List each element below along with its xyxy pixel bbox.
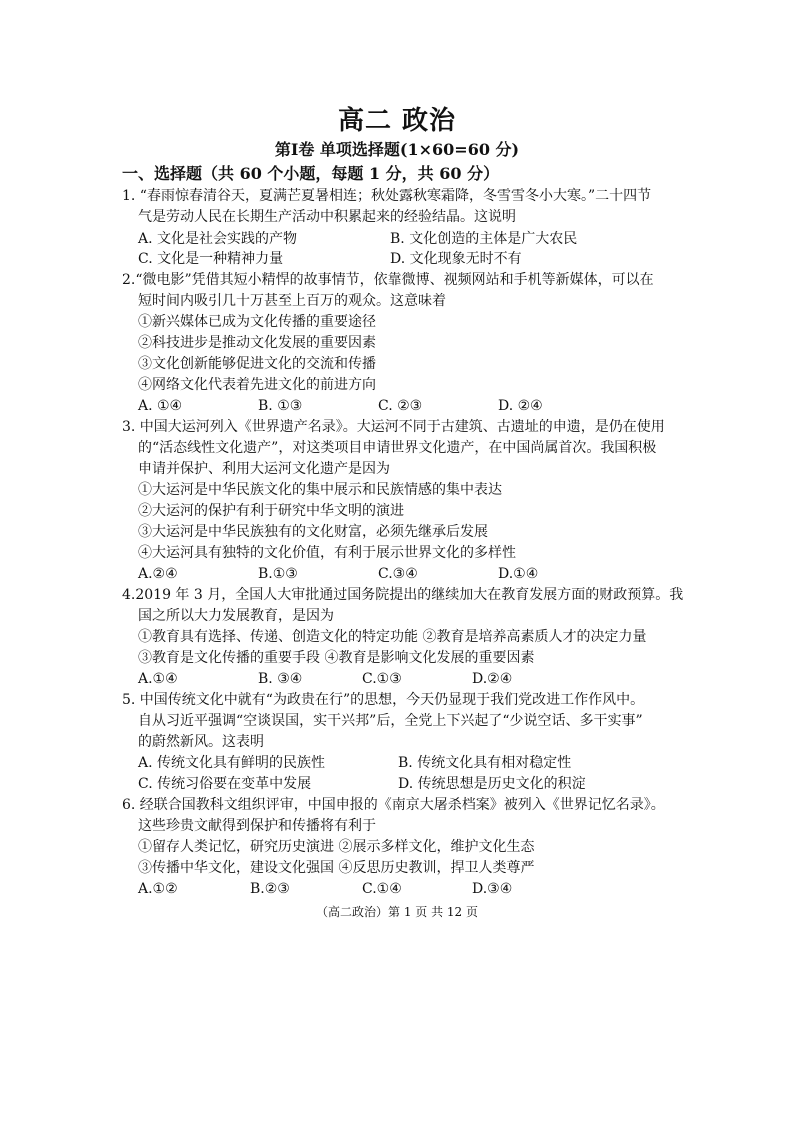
question-1-choice-b: B. 文化创造的主体是广大农民 <box>390 231 578 247</box>
question-3-choice-b: B.①③ <box>258 566 298 582</box>
question-3-choice-a: A.②④ <box>138 566 178 582</box>
question-4-choice-c: C.①③ <box>362 671 402 687</box>
section-heading: 一、选择题（共 60 个小题，每题 1 分，共 60 分） <box>122 164 500 183</box>
question-2-choice-a: A. ①④ <box>138 398 183 414</box>
question-3-statement: ①大运河是中华民族文化的集中展示和民族情感的集中表达 <box>138 482 502 498</box>
question-4-choice-a: A.①④ <box>138 671 178 687</box>
question-4-text: 国之所以大力发展教育，是因为 <box>138 608 334 624</box>
question-1-choice-c: C. 文化是一种精神力量 <box>138 251 284 267</box>
question-6-choice-c: C.①④ <box>362 881 402 897</box>
question-2-choice-b: B. ①③ <box>258 398 303 414</box>
exam-subtitle: 第Ⅰ卷 单项选择题(1×60=60 分) <box>274 140 520 159</box>
question-3-text: 3. 中国大运河列入《世界遗产名录》。大运河不同于古建筑、古遗址的申遗，是仍在使用 <box>122 419 665 435</box>
question-5-text: 自从习近平强调“空谈误国，实干兴邦”后，全党上下兴起了“少说空话、多干实事” <box>138 713 643 729</box>
question-2-statement: ①新兴媒体已成为文化传播的重要途径 <box>138 314 376 330</box>
question-2-statement: ②科技进步是推动文化发展的重要因素 <box>138 335 376 351</box>
question-2-choice-c: C. ②③ <box>378 398 423 414</box>
question-2-text: 短时间内吸引几十万甚至上百万的观众。这意味着 <box>138 293 446 309</box>
question-5-choice-c: C. 传统习俗要在变革中发展 <box>138 776 312 792</box>
question-2-choice-d: D. ②④ <box>498 398 543 414</box>
question-6-choice-b: B.②③ <box>250 881 290 897</box>
question-5-text: 的蔚然新风。这表明 <box>138 734 264 750</box>
question-4-choice-b: B. ③④ <box>258 671 303 687</box>
question-2-text: 2.“微电影”凭借其短小精悍的故事情节，依靠微博、视频网站和手机等新媒体，可以在 <box>122 272 654 288</box>
question-3-text: 的“活态线性文化遗产”，对这类项目申请世界文化遗产，在中国尚属首次。我国积极 <box>138 440 657 456</box>
question-6-statement: ①留存人类记忆，研究历史演进 ②展示多样文化，维护文化生态 <box>138 839 535 855</box>
question-3-choice-c: C.③④ <box>378 566 418 582</box>
question-1-choice-d: D. 文化现象无时不有 <box>390 251 522 267</box>
question-3-statement: ③大运河是中华民族独有的文化财富，必须先继承后发展 <box>138 524 488 540</box>
question-6-text: 这些珍贵文献得到保护和传播将有利于 <box>138 818 376 834</box>
question-5-choice-a: A. 传统文化具有鲜明的民族性 <box>138 755 326 771</box>
question-6-choice-d: D.③④ <box>472 881 513 897</box>
question-3-statement: ②大运河的保护有利于研究中华文明的演进 <box>138 503 404 519</box>
question-3-statement: ④大运河具有独特的文化价值，有利于展示世界文化的多样性 <box>138 545 516 561</box>
question-6-text: 6. 经联合国教科文组织评审，中国申报的《南京大屠杀档案》被列入《世界记忆名录》。 <box>122 797 665 813</box>
question-1-text: 1. “春雨惊春清谷天，夏满芒夏暑相连；秋处露秋寒霜降，冬雪雪冬小大寒。”二十四节 <box>122 188 652 204</box>
question-3-choice-d: D.①④ <box>498 566 539 582</box>
exam-title: 高二 政治 <box>337 106 457 136</box>
question-2-statement: ③文化创新能够促进文化的交流和传播 <box>138 356 376 372</box>
question-1-text: 气是劳动人民在长期生产活动中积累起来的经验结晶。这说明 <box>138 209 516 225</box>
question-3-text: 申请并保护、利用大运河文化遗产是因为 <box>138 461 390 477</box>
question-6-statement: ③传播中华文化，建设文化强国 ④反思历史教训，捍卫人类尊严 <box>138 860 535 876</box>
question-5-choice-d: D. 传统思想是历史文化的积淀 <box>398 776 586 792</box>
page-footer: （高二政治）第 1 页 共 12 页 <box>316 905 478 919</box>
question-4-text: 4.2019 年 3 月，全国人大审批通过国务院提出的继续加大在教育发展方面的财政预算。我 <box>122 587 684 603</box>
question-5-choice-b: B. 传统文化具有相对稳定性 <box>398 755 572 771</box>
question-2-statement: ④网络文化代表着先进文化的前进方向 <box>138 377 376 393</box>
question-6-choice-a: A.①② <box>138 881 178 897</box>
question-1-choice-a: A. 文化是社会实践的产物 <box>138 231 298 247</box>
question-4-statement: ③教育是文化传播的重要手段 ④教育是影响文化发展的重要因素 <box>138 650 535 666</box>
question-5-text: 5. 中国传统文化中就有“为政贵在行”的思想，今天仍显现于我们党改进工作作风中。 <box>122 692 645 708</box>
question-4-choice-d: D.②④ <box>472 671 513 687</box>
question-4-statement: ①教育具有选择、传递、创造文化的特定功能 ②教育是培养高素质人才的决定力量 <box>138 629 647 645</box>
